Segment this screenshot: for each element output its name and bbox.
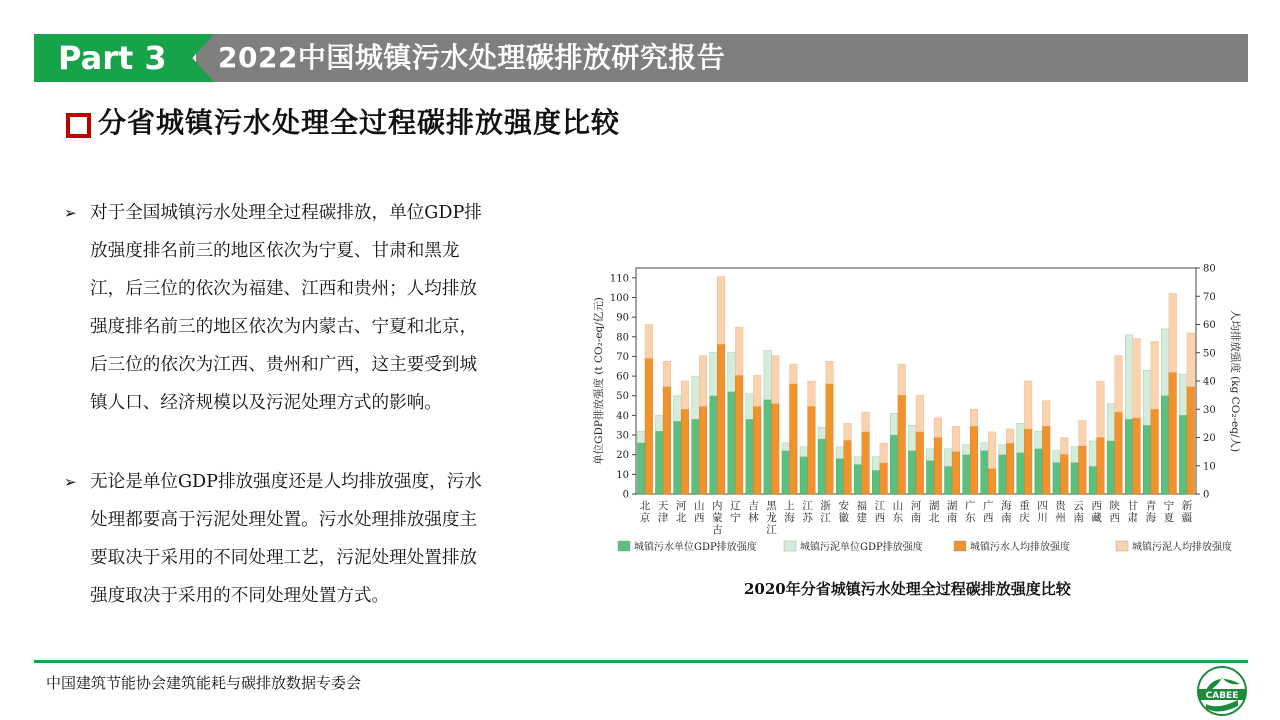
bar-sludge-gdp (1179, 374, 1187, 415)
bar-sludge-gdp (637, 431, 645, 443)
bar-sewage-gdp (818, 439, 826, 494)
category-label: 江 (766, 524, 777, 536)
bar-sewage-capita (952, 452, 960, 494)
bar-sewage-capita (681, 409, 689, 494)
bar-sewage-gdp (656, 431, 664, 494)
category-label: 宁 (1163, 500, 1175, 512)
section-title: 分省城镇污水处理全过程碳排放强度比较 (98, 106, 621, 139)
chart-title: 2020年分省城镇污水处理全过程碳排放强度比较 (744, 580, 1071, 598)
category-label: 京 (639, 512, 651, 524)
bar-sewage-capita (699, 406, 707, 494)
bullet-1-text (90, 194, 564, 422)
bar-sewage-gdp (1161, 396, 1169, 494)
text-line: 无论是单位GDP排放强度还是人均排放强度，污水 (90, 472, 482, 492)
left-tick-label: 10 (616, 469, 629, 481)
bar-sludge-gdp (1089, 441, 1097, 467)
legend-label: 城镇污水单位GDP排放强度 (634, 542, 757, 553)
bullet-2-text (90, 463, 564, 615)
category-label: 上 (784, 500, 795, 512)
category-label: 吉 (748, 500, 759, 512)
bar-sewage-capita (1187, 387, 1195, 494)
category-label: 州 (1055, 512, 1066, 524)
bar-sludge-capita (988, 432, 996, 469)
right-tick-label: 80 (1203, 263, 1216, 275)
left-tick-label: 30 (616, 430, 629, 442)
legend-swatch (954, 541, 966, 551)
category-label: 贵 (1055, 500, 1066, 512)
bar-sludge-capita (1024, 381, 1032, 429)
category-label: 北 (928, 512, 940, 524)
bar-sludge-gdp (1071, 447, 1079, 463)
category-label: 天 (657, 500, 669, 512)
bar-sewage-gdp (746, 419, 754, 494)
bar-sewage-gdp (1179, 415, 1187, 494)
category-label: 海 (784, 512, 795, 524)
bar-sludge-capita (1097, 381, 1105, 438)
category-label: 江 (820, 512, 831, 524)
bar-sewage-gdp (1143, 425, 1151, 494)
bar-sewage-capita (1061, 454, 1069, 494)
category-label: 北 (675, 512, 687, 524)
bar-sewage-gdp (981, 451, 989, 494)
bar-sewage-gdp (1107, 441, 1115, 494)
arrow-bullet-icon: ➢ (64, 204, 77, 222)
category-label: 西 (693, 512, 705, 524)
bar-sludge-gdp (963, 445, 971, 455)
bar-sewage-capita (1006, 443, 1014, 494)
text-line: 江，后三位的依次为福建、江西和贵州；人均排放 (90, 279, 478, 299)
category-label: 海 (1145, 512, 1157, 524)
bar-sludge-gdp (746, 394, 754, 420)
category-label: 龙 (766, 512, 777, 524)
bar-sludge-gdp (1107, 404, 1115, 441)
bar-sludge-capita (844, 423, 852, 440)
category-label: 辽 (730, 500, 741, 512)
bar-sludge-gdp (854, 457, 862, 465)
bar-sewage-capita (934, 438, 942, 495)
bar-sludge-capita (898, 364, 906, 395)
bar-sewage-gdp (1017, 453, 1025, 494)
left-tick-label: 40 (616, 410, 629, 422)
text-line: 强度取决于采用的不同处理处置方式。 (90, 586, 390, 606)
text-line: 要取决于采用的不同处理工艺，污泥处理处置排放 (90, 548, 478, 568)
left-tick-label: 0 (622, 489, 629, 501)
bar-sludge-capita (862, 412, 870, 432)
bar-sludge-gdp (782, 443, 790, 451)
category-label: 河 (910, 500, 922, 512)
cabee-logo (1196, 664, 1248, 718)
category-label: 东 (964, 512, 976, 524)
text-line: 强度排名前三的地区依次为内蒙古、宁夏和北京， (90, 317, 478, 337)
bar-sludge-gdp (764, 351, 772, 400)
category-label: 黑 (766, 500, 777, 512)
bar-sludge-capita (645, 325, 653, 359)
bar-sludge-capita (808, 381, 816, 406)
bar-sewage-capita (970, 426, 978, 494)
category-label: 湖 (928, 500, 940, 512)
bar-sewage-capita (790, 384, 798, 494)
category-label: 江 (802, 500, 813, 512)
bar-sludge-gdp (981, 443, 989, 451)
category-label: 徽 (838, 512, 849, 524)
category-label: 西 (874, 512, 886, 524)
bar-sewage-gdp (782, 451, 790, 494)
bar-sludge-gdp (999, 445, 1007, 455)
bar-sewage-capita (753, 406, 761, 494)
bar-sewage-gdp (926, 461, 934, 494)
bar-sludge-capita (934, 418, 942, 438)
bar-sludge-capita (1006, 429, 1014, 443)
category-label: 内 (712, 500, 723, 512)
bar-sludge-gdp (800, 447, 808, 457)
section-square-icon (66, 113, 91, 138)
bar-sewage-gdp (637, 443, 645, 494)
category-label: 云 (1073, 500, 1084, 512)
bar-sewage-capita (1133, 418, 1141, 494)
left-tick-label: 70 (616, 351, 629, 363)
legend-label: 城镇污水人均排放强度 (970, 542, 1070, 553)
right-tick-label: 20 (1203, 433, 1216, 444)
bar-sewage-capita (1115, 412, 1123, 494)
category-label: 津 (657, 512, 669, 524)
bar-sewage-gdp (945, 466, 953, 494)
bar-sludge-gdp (1161, 329, 1169, 396)
text-line: 处理都要高于污泥处理处置。污水处理排放强度主 (90, 510, 478, 530)
bar-sludge-gdp (908, 425, 916, 451)
category-label: 陕 (1109, 500, 1120, 512)
legend-swatch (1116, 541, 1128, 551)
bar-sewage-gdp (1053, 463, 1061, 494)
bar-sewage-capita (826, 384, 834, 494)
bar-sewage-capita (808, 406, 816, 494)
category-label: 江 (874, 500, 886, 512)
category-label: 南 (910, 512, 922, 524)
legend-swatch (618, 541, 630, 551)
bar-sewage-capita (717, 344, 725, 494)
legend-label: 城镇污泥人均排放强度 (1132, 542, 1232, 553)
bar-sewage-capita (1042, 426, 1050, 494)
bar-sewage-capita (645, 358, 653, 494)
text-line: 后三位的依次为江西、贵州和广西，这主要受到城 (90, 355, 478, 375)
bar-sewage-gdp (1125, 419, 1133, 494)
bar-sludge-capita (1115, 356, 1123, 413)
bar-sludge-capita (1061, 438, 1069, 455)
bar-sewage-capita (862, 432, 870, 494)
category-label: 古 (712, 524, 723, 536)
bar-sludge-capita (663, 361, 671, 386)
bar-sewage-gdp (1035, 449, 1043, 494)
category-label: 庆 (1019, 512, 1030, 524)
bar-sewage-gdp (728, 392, 736, 494)
footer-org: 中国建筑节能协会建筑能耗与碳排放数据专委会 (46, 674, 362, 692)
category-label: 新 (1181, 500, 1193, 512)
bar-sludge-capita (826, 361, 834, 384)
category-label: 海 (1001, 500, 1012, 512)
bar-sewage-capita (771, 404, 779, 494)
bar-sludge-gdp (1035, 431, 1043, 449)
bar-sewage-capita (1151, 409, 1159, 494)
category-label: 西 (983, 512, 994, 524)
bar-sludge-gdp (926, 449, 934, 461)
left-tick-label: 20 (616, 450, 629, 462)
category-label: 福 (856, 500, 868, 512)
category-label: 北 (639, 500, 651, 512)
emission-intensity-chart (588, 260, 1248, 560)
text-line: 对于全国城镇污水处理全过程碳排放，单位GDP排 (90, 203, 482, 223)
right-tick-label: 0 (1203, 489, 1210, 501)
arrow-bullet-icon: ➢ (64, 473, 77, 491)
category-label: 苏 (802, 512, 813, 524)
bar-sludge-capita (1151, 341, 1159, 409)
bar-sludge-capita (699, 356, 707, 407)
category-label: 四 (1037, 500, 1048, 512)
bar-sludge-gdp (945, 449, 953, 467)
category-label: 广 (983, 500, 994, 512)
category-label: 藏 (1091, 512, 1102, 524)
category-label: 南 (1001, 512, 1012, 524)
left-tick-label: 110 (609, 273, 629, 285)
bar-sludge-gdp (728, 353, 736, 392)
left-tick-label: 80 (616, 332, 629, 344)
bar-sludge-capita (681, 381, 689, 409)
bar-sewage-gdp (710, 396, 718, 494)
category-label: 青 (1145, 500, 1157, 512)
right-tick-label: 10 (1203, 461, 1216, 473)
bar-sewage-capita (735, 375, 743, 494)
part-label: Part 3 (58, 39, 167, 77)
bar-sewage-gdp (800, 457, 808, 494)
bar-sludge-gdp (710, 353, 718, 396)
category-label: 疆 (1181, 512, 1193, 524)
category-label: 河 (675, 500, 687, 512)
bar-sludge-capita (1169, 293, 1177, 372)
footer-divider (34, 660, 1248, 663)
bar-sludge-capita (1187, 333, 1195, 387)
bar-sludge-capita (790, 364, 798, 384)
text-line: 放强度排名前三的地区依次为宁夏、甘肃和黑龙 (90, 241, 460, 261)
bar-sewage-gdp (692, 419, 700, 494)
bar-sludge-capita (717, 276, 725, 344)
category-label: 夏 (1163, 512, 1175, 524)
category-label: 湖 (946, 500, 958, 512)
bar-sludge-gdp (872, 457, 880, 471)
bar-sludge-capita (952, 426, 960, 451)
right-tick-label: 30 (1203, 404, 1216, 416)
bar-sewage-capita (1097, 438, 1105, 495)
bar-sludge-gdp (836, 447, 844, 459)
category-label: 南 (946, 512, 958, 524)
bar-sewage-gdp (999, 455, 1007, 494)
bar-sewage-capita (1169, 373, 1177, 494)
category-label: 东 (892, 512, 904, 524)
category-label: 建 (856, 512, 868, 524)
report-title: 2022中国城镇污水处理碳排放研究报告 (218, 41, 726, 74)
category-label: 山 (892, 500, 904, 512)
right-tick-label: 40 (1203, 376, 1216, 388)
right-tick-label: 50 (1203, 348, 1216, 360)
right-axis-title: 人均排放强度 (kg CO₂-eq/人) (1229, 309, 1241, 453)
bar-sewage-capita (898, 395, 906, 494)
category-label: 甘 (1127, 500, 1139, 512)
left-axis-title: 单位GDP排放强度 (t CO₂-eq/亿元) (593, 297, 605, 465)
bar-sewage-gdp (1071, 463, 1079, 494)
category-label: 西 (1109, 512, 1120, 524)
category-label: 安 (838, 500, 849, 512)
bar-sludge-capita (1042, 401, 1050, 426)
bar-sewage-capita (1079, 446, 1087, 494)
category-label: 南 (1073, 512, 1084, 524)
bar-sewage-gdp (908, 451, 916, 494)
bar-sludge-gdp (818, 427, 826, 439)
category-label: 西 (1091, 500, 1102, 512)
bar-sludge-capita (970, 409, 978, 426)
bar-sludge-gdp (890, 413, 898, 435)
legend-swatch (784, 541, 796, 551)
bar-sewage-gdp (1089, 466, 1097, 494)
left-tick-label: 100 (609, 292, 629, 304)
bar-sewage-capita (988, 469, 996, 494)
bar-sludge-capita (771, 356, 779, 404)
bar-sludge-capita (1079, 421, 1087, 446)
bar-sewage-capita (1024, 429, 1032, 494)
bar-sludge-gdp (1053, 451, 1061, 463)
bar-sludge-gdp (674, 396, 682, 422)
bar-sludge-capita (916, 395, 924, 432)
category-label: 浙 (820, 500, 831, 512)
bar-sludge-capita (1133, 339, 1141, 418)
category-label: 广 (964, 500, 976, 512)
bar-sewage-capita (663, 387, 671, 494)
left-tick-label: 60 (616, 371, 629, 383)
bar-sewage-capita (916, 432, 924, 494)
category-label: 肃 (1127, 512, 1139, 524)
category-label: 山 (693, 500, 705, 512)
bar-sludge-gdp (1017, 423, 1025, 452)
bar-sewage-gdp (872, 470, 880, 494)
legend-label: 城镇污泥单位GDP排放强度 (800, 542, 923, 553)
bar-sludge-gdp (656, 415, 664, 431)
bar-sewage-gdp (963, 455, 971, 494)
bar-sludge-gdp (692, 376, 700, 419)
bar-sludge-capita (753, 375, 761, 406)
bar-sludge-gdp (1143, 370, 1151, 425)
bar-sewage-gdp (836, 459, 844, 494)
logo-text: CABEE (1205, 691, 1239, 701)
category-label: 川 (1037, 512, 1048, 524)
right-tick-label: 70 (1203, 291, 1216, 303)
text-line: 镇人口、经济规模以及污泥处理方式的影响。 (90, 393, 442, 413)
bar-sewage-gdp (674, 421, 682, 494)
left-tick-label: 90 (616, 312, 629, 324)
category-label: 林 (748, 512, 759, 524)
right-tick-label: 60 (1203, 320, 1216, 331)
bar-sewage-capita (844, 440, 852, 494)
bar-sludge-gdp (1125, 335, 1133, 420)
bar-sewage-gdp (890, 435, 898, 494)
bar-sewage-gdp (764, 400, 772, 494)
bar-sludge-capita (735, 327, 743, 375)
category-label: 重 (1019, 500, 1030, 512)
bar-sewage-capita (880, 463, 888, 494)
bar-sewage-gdp (854, 465, 862, 494)
left-tick-label: 50 (616, 391, 629, 403)
bar-sludge-capita (880, 443, 888, 463)
category-label: 宁 (730, 512, 741, 524)
category-label: 蒙 (712, 512, 723, 524)
